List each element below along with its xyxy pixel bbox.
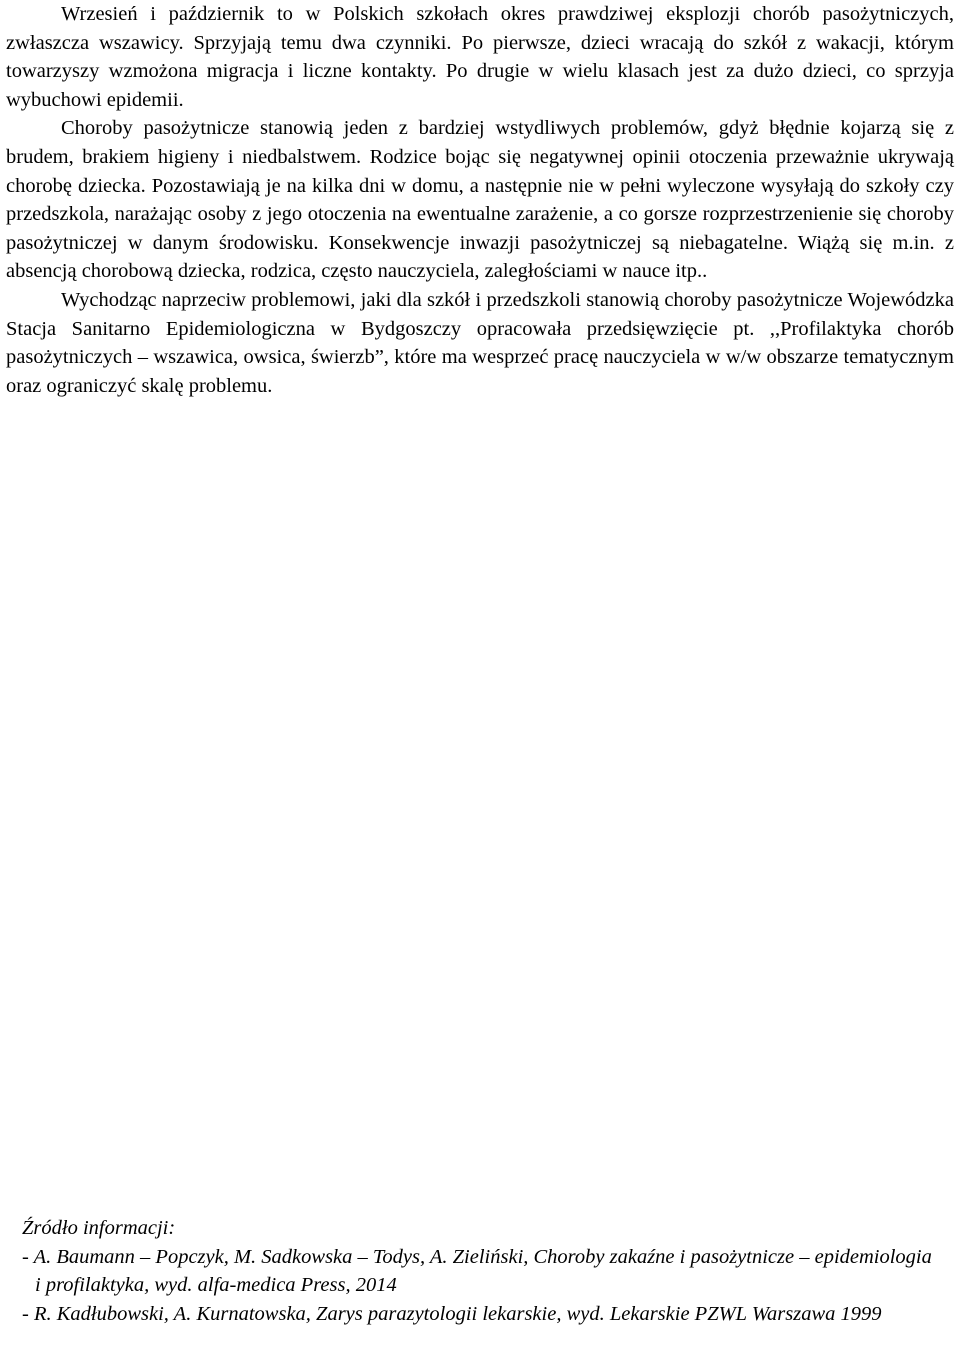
source-item: - R. Kadłubowski, A. Kurnatowska, Zarys parazytologii lekarskie, wyd. Lekarskie PZWL Warszawa 1999 <box>22 1302 882 1325</box>
sources-section <box>22 1214 942 1328</box>
paragraph-intro: Wrzesień i październik to w Polskich szkołach okres prawdziwej eksplozji chorób pasożytniczych, zwłaszcza wszawicy. Sprzyjają temu dwa czynniki. Po pierwsze, dzieci wracają do szkół z wakacji, którym towarzyszy wzmożona migracja i liczne kontakty. Po drugie w wielu klasach jest za dużo dzieci, co sprzyja wybuchowi epidemii. <box>6 3 954 111</box>
source-list <box>22 1243 942 1329</box>
source-item: - A. Baumann – Popczyk, M. Sadkowska – Todys, A. Zieliński, Choroby zakaźne i pasożytnicze – epidemiologia i profilaktyka, wyd. alfa-medica Press, 2014 <box>22 1245 932 1297</box>
paragraph-stigma: Choroby pasożytnicze stanowią jeden z bardziej wstydliwych problemów, gdyż błędnie kojarzą się z brudem, brakiem higieny i niedbalstwem. Rodzice bojąc się negatywnej opinii otoczenia przeważnie ukrywają chorobę dziecka. Pozostawiają je na kilka dni w domu, a następnie nie w pełni wyleczone wysyłają do szkoły czy przedszkola, narażając osoby z jego otoczenia na ewentualne zarażenie, a co gorsze rozprzestrzenienie się choroby pasożytniczej w danym środowisku. Konsekwencje inwazji pasożytniczej są niebagatelne. Wiążą się m.in. z absencją chorobową dziecka, rodzica, często nauczyciela, zaległościami w nauce itp.. <box>6 117 954 283</box>
paragraph-initiative: Wychodząc naprzeciw problemowi, jaki dla szkół i przedszkoli stanowią choroby pasożytnicze Wojewódzka Stacja Sanitarno Epidemiologiczna w Bydgoszczy opracowała przedsięwzięcie pt. ,,Profilaktyka chorób pasożytniczych – wszawica, owsica, świerzb”, które ma wesprzeć pracę nauczyciela w w/w obszarze tematycznym oraz ograniczyć skalę problemu. <box>6 288 954 397</box>
document-body <box>6 0 954 400</box>
sources-heading: Źródło informacji: <box>22 1217 176 1239</box>
